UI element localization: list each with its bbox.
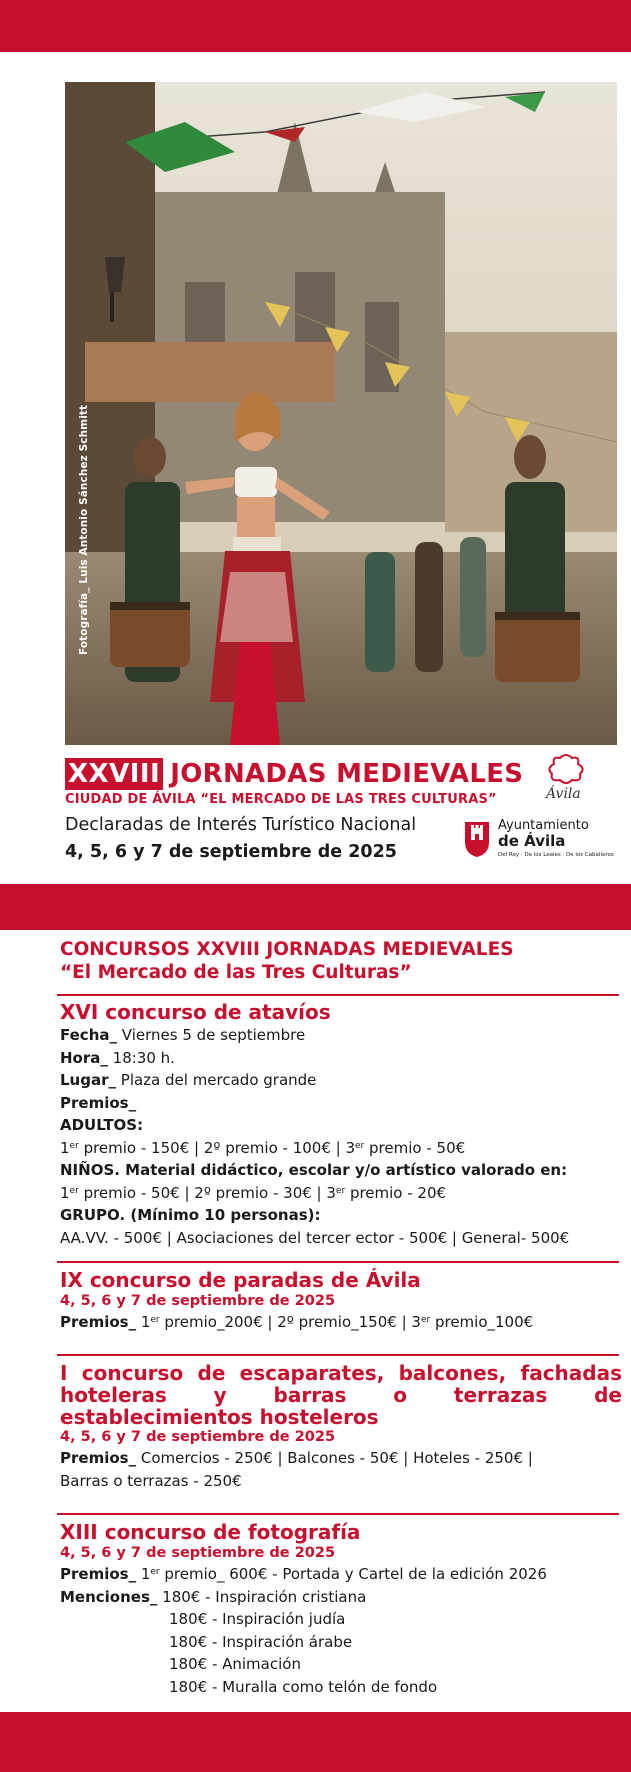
group-label: GRUPO. (Mínimo 10 personas): [60,1206,321,1224]
city-shield-icon [462,818,492,858]
top-color-band [0,0,631,52]
contest-title: I concurso de escaparates, balcones, fachadas hoteleras y barras o terrazas de establecimientos hosteleros [60,1361,622,1429]
contest-prizes-cont: Barras o terrazas - 250€ [60,1471,242,1490]
festival-photo [65,82,617,745]
middle-color-band [0,884,631,930]
contest-prizes-label: Premios_ [60,1093,137,1112]
event-dates: 4, 5, 6 y 7 de septiembre de 2025 [65,842,397,862]
contests-heading [60,938,620,984]
bottom-color-band [0,1712,631,1772]
mention-1: Menciones_ 180€ - Inspiración cristiana [60,1587,367,1606]
contest-title: XIII concurso de fotografía [60,1520,361,1544]
ayto-motto: Del Rey · De los Leales · De los Caballeros [498,852,614,858]
mention-5: 180€ - Muralla como telón de fondo [169,1677,438,1696]
contest-paradas [60,1268,622,1334]
logo-word: Ávila [546,786,581,802]
title-text: JORNADAS MEDIEVALES [170,759,524,789]
contests-heading-line1: CONCURSOS XXVIII JORNADAS MEDIEVALES [60,939,514,960]
event-subtitle: CIUDAD DE ÁVILA “EL MERCADO DE LAS TRES CULTURAS” [65,792,497,807]
contest-prizes: Premios_ 1er premio_200€ | 2º premio_150€ | 3er premio_100€ [60,1313,534,1331]
contest-dates: 4, 5, 6 y 7 de septiembre de 2025 [60,1545,336,1561]
section-divider [57,1261,619,1263]
photo-credit: Fotografía_ Luis Antonio Sánchez Schmitt [78,404,90,655]
contest-date-line: Fecha_ Viernes 5 de septiembre [60,1026,306,1044]
contest-title: XVI concurso de atavíos [60,1000,331,1024]
ayuntamiento-logo [462,818,614,858]
section-divider [57,1354,619,1356]
children-prizes: 1er premio - 50€ | 2º premio - 30€ | 3er premio - 20€ [60,1183,447,1202]
adults-prizes: 1er premio - 150€ | 2º premio - 100€ | 3er premio - 50€ [60,1138,466,1157]
ayto-line2: de Ávila [498,832,566,850]
edition-badge: XXVIII [65,758,163,790]
group-prizes: AA.VV. - 500€ | Asociaciones del tercer ector - 500€ | General- 500€ [60,1228,570,1247]
avila-city-logo [538,752,596,802]
section-divider [57,994,619,996]
contests-heading-line2: “El Mercado de las Tres Culturas” [60,962,412,983]
contest-escaparates [60,1362,622,1492]
section-divider [57,1513,619,1515]
mention-3: 180€ - Inspiración árabe [169,1632,353,1651]
mention-4: 180€ - Animación [169,1655,301,1673]
contest-atavios [60,1000,622,1249]
contest-dates: 4, 5, 6 y 7 de septiembre de 2025 [60,1293,336,1309]
mention-2: 180€ - Inspiración judía [169,1610,346,1628]
children-label: NIÑOS. Material didáctico, escolar y/o artístico valorado en: [60,1161,568,1179]
event-title [65,758,523,790]
adults-label: ADULTOS: [60,1116,144,1134]
contest-prizes: Premios_ 1er premio_ 600€ - Portada y Cartel de la edición 2026 [60,1565,547,1583]
contest-fotografia [60,1520,622,1698]
contest-prizes: Premios_ Comercios - 250€ | Balcones - 50€ | Hoteles - 250€ | [60,1449,533,1467]
contest-place-line: Lugar_ Plaza del mercado grande [60,1071,317,1089]
contest-time-line: Hora_ 18:30 h. [60,1048,175,1067]
contest-dates: 4, 5, 6 y 7 de septiembre de 2025 [60,1429,336,1445]
ayto-line1: Ayuntamiento [498,818,589,833]
declaration-text: Declaradas de Interés Turístico Nacional [65,815,417,835]
contest-title: IX concurso de paradas de Ávila [60,1268,421,1292]
